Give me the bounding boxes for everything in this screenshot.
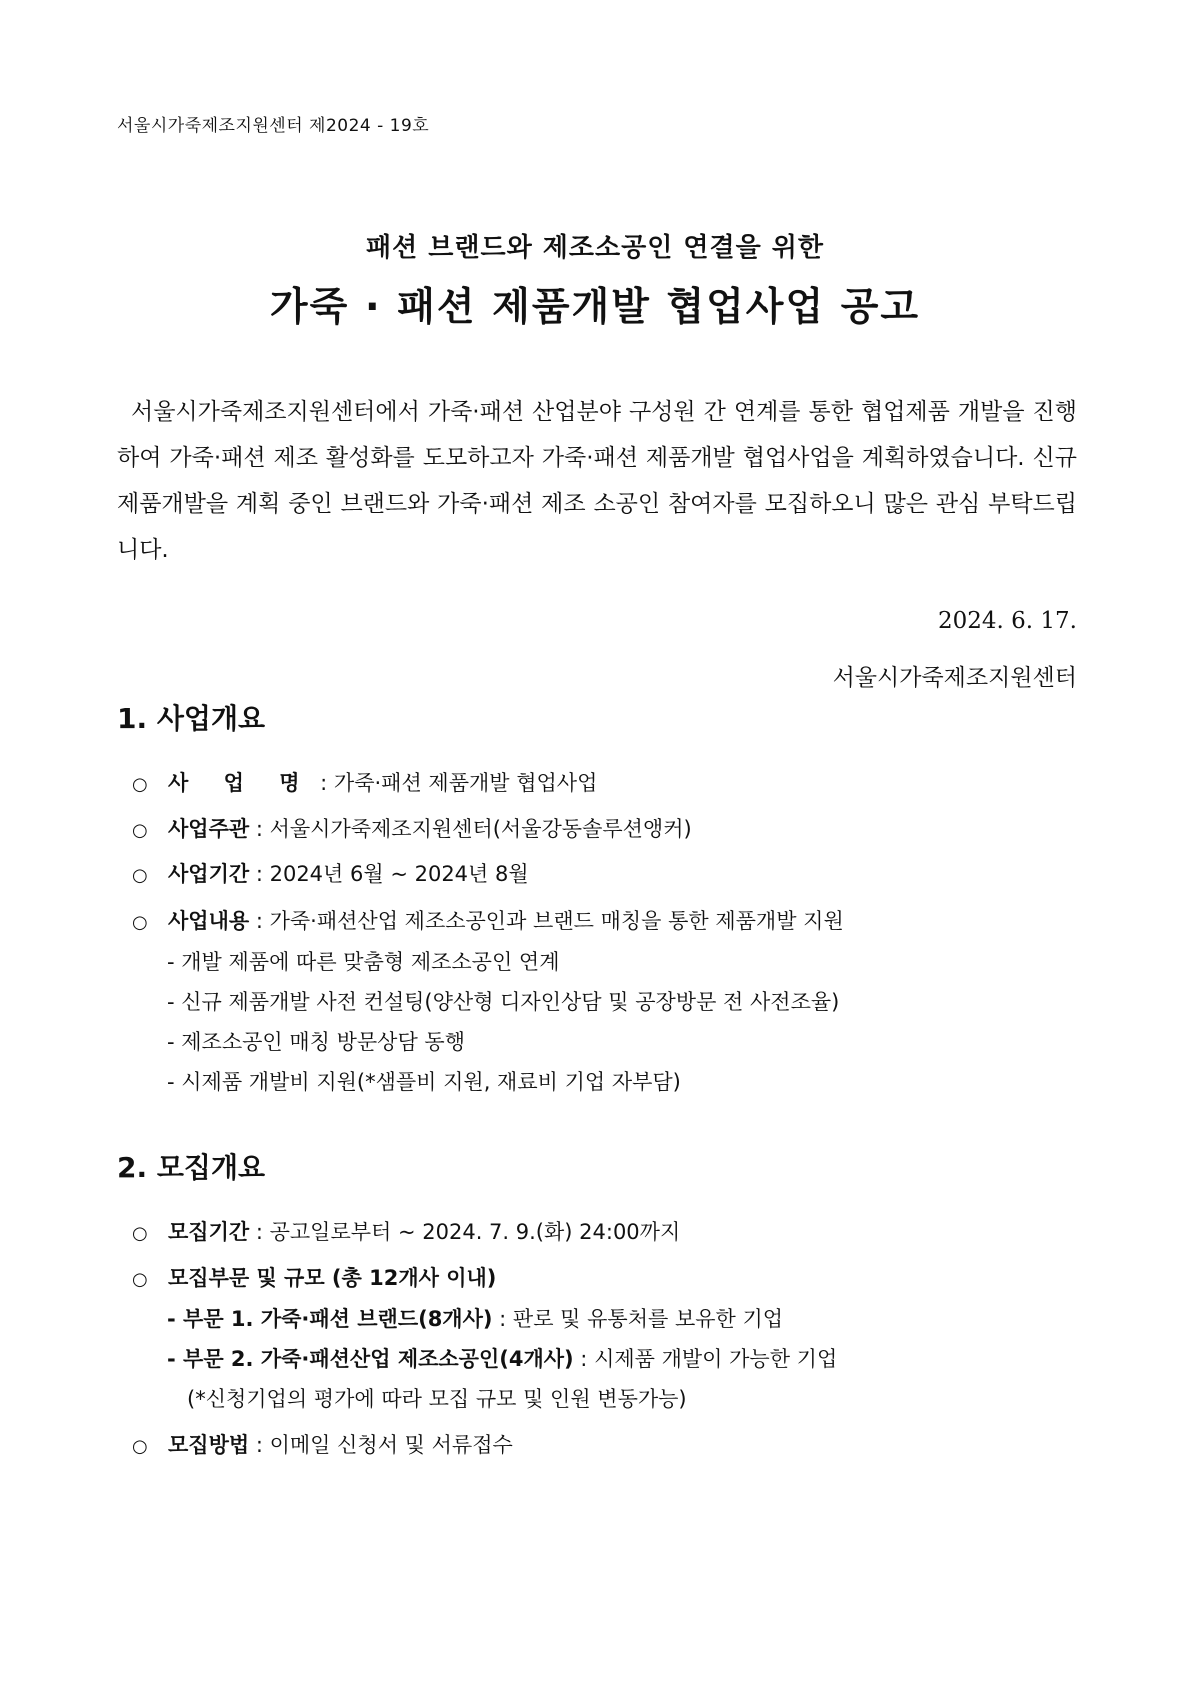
recruitment-item-method — [132, 1429, 513, 1459]
division-note: (*신청기업의 평가에 따라 모집 규모 및 인원 변동가능) — [187, 1387, 687, 1411]
section-heading-recruitment: 2. 모집개요 — [117, 1151, 266, 1184]
item-label: 사업주관 — [168, 817, 250, 841]
item-value: 서울시가죽제조지원센터(서울강동솔루션앵커) — [269, 817, 692, 841]
item-label: 사 업 명 — [168, 771, 314, 795]
intro-paragraph: 서울시가죽제조지원센터에서 가죽·패션 산업분야 구성원 간 연계를 통한 협업제품 개발을 진행하여 가죽·패션 제조 활성화를 도모하고자 가죽·패션 제품개발 협업사업을 계획하였습니다. 신규 제품개발을 계획 중인 브랜드와 가죽·패션 제조 소공인 참여자를 모집하오니 많은 관심 부탁드립니다. — [117, 399, 1077, 563]
division-separator: : — [492, 1307, 513, 1331]
item-value: 2024년 6월 ~ 2024년 8월 — [269, 862, 529, 886]
overview-item-host — [132, 813, 692, 843]
document-number: 서울시가죽제조지원센터 제2024 - 19호 — [117, 116, 430, 136]
bullet-icon: ○ — [132, 1223, 148, 1244]
item-separator: : — [313, 771, 334, 795]
division-item — [167, 1303, 783, 1333]
bullet-icon: ○ — [132, 774, 148, 795]
division-value: 판로 및 유통처를 보유한 기업 — [512, 1307, 784, 1331]
overview-item-period — [132, 858, 529, 888]
division-item — [167, 1343, 837, 1373]
issuing-organization: 서울시가죽제조지원센터 — [832, 665, 1077, 691]
division-value: 시제품 개발이 가능한 기업 — [594, 1347, 838, 1371]
content-detail-item: - 개발 제품에 따른 맞춤형 제조소공인 연계 — [167, 950, 560, 974]
item-label: 모집부문 및 규모 (총 12개사 이내) — [168, 1266, 497, 1290]
bullet-icon: ○ — [132, 865, 148, 886]
recruitment-item-scope — [132, 1262, 496, 1292]
bullet-icon: ○ — [132, 1269, 148, 1290]
item-separator: : — [249, 1433, 270, 1457]
division-label: - 부문 2. 가죽·패션산업 제조소공인(4개사) — [167, 1347, 574, 1371]
item-label: 사업내용 — [168, 909, 250, 933]
content-detail-item: - 제조소공인 매칭 방문상담 동행 — [167, 1030, 465, 1054]
item-value: 가죽·패션산업 제조소공인과 브랜드 매칭을 통한 제품개발 지원 — [269, 909, 844, 933]
item-separator: : — [249, 909, 270, 933]
bullet-icon: ○ — [132, 1436, 148, 1457]
division-label: - 부문 1. 가죽·패션 브랜드(8개사) — [167, 1307, 493, 1331]
item-label: 모집방법 — [168, 1433, 250, 1457]
item-separator: : — [249, 862, 270, 886]
bullet-icon: ○ — [132, 820, 148, 841]
page-subtitle: 패션 브랜드와 제조소공인 연결을 위한 — [365, 233, 825, 263]
overview-item-content — [132, 905, 844, 935]
overview-item-name — [132, 767, 597, 797]
content-detail-item: - 시제품 개발비 지원(*샘플비 지원, 재료비 기업 자부담) — [167, 1070, 681, 1094]
division-separator: : — [573, 1347, 595, 1371]
item-value: 이메일 신청서 및 서류접수 — [269, 1433, 513, 1457]
item-label: 모집기간 — [168, 1220, 250, 1244]
announcement-date: 2024. 6. 17. — [938, 608, 1077, 634]
item-value: 가죽·패션 제품개발 협업사업 — [333, 771, 598, 795]
intro-section — [117, 389, 1077, 573]
item-separator: : — [249, 817, 270, 841]
bullet-icon: ○ — [132, 912, 148, 933]
page-title: 가죽 · 패션 제품개발 협업사업 공고 — [269, 285, 921, 330]
recruitment-item-period — [132, 1216, 680, 1246]
content-detail-item: - 신규 제품개발 사전 컨설팅(양산형 디자인상담 및 공장방문 전 사전조율) — [167, 990, 840, 1014]
item-separator: : — [249, 1220, 270, 1244]
section-heading-overview: 1. 사업개요 — [117, 702, 266, 735]
item-label: 사업기간 — [168, 862, 250, 886]
item-value: 공고일로부터 ~ 2024. 7. 9.(화) 24:00까지 — [269, 1220, 681, 1244]
